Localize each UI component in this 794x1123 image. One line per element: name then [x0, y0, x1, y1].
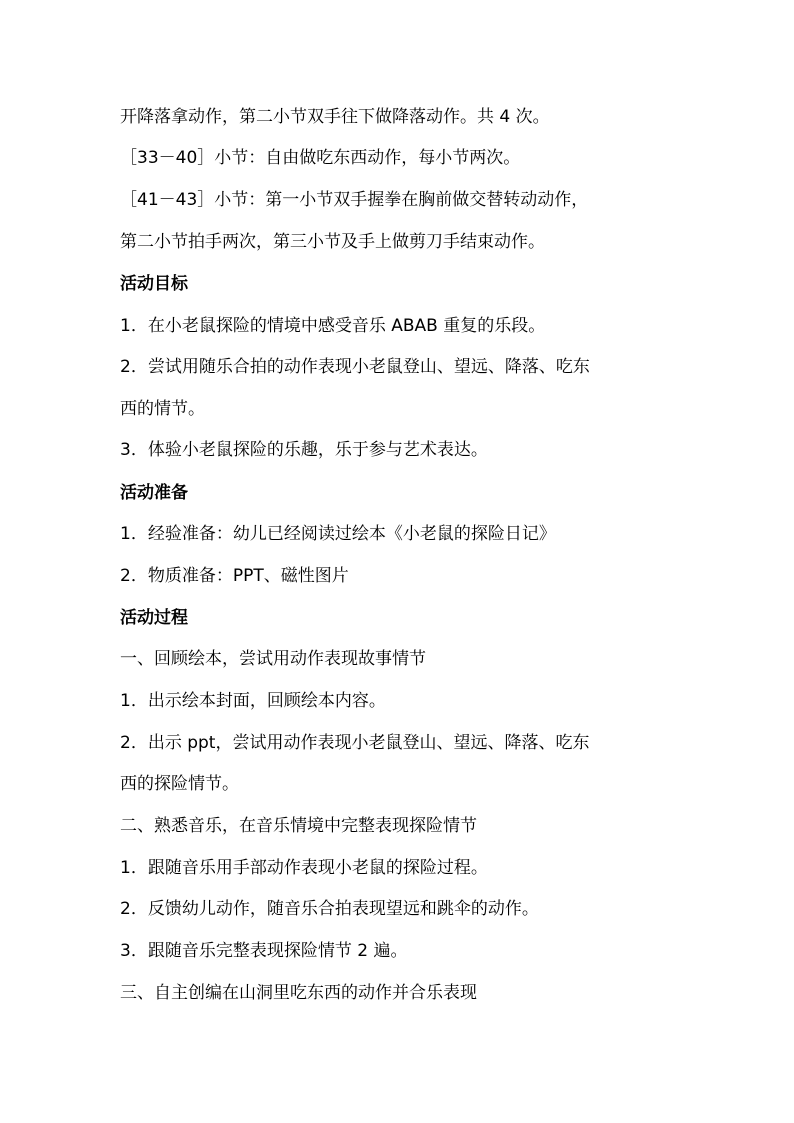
text-line: 二、熟悉音乐，在音乐情境中完整表现探险情节	[120, 816, 477, 836]
text-line: 1．出示绘本封面，回顾绘本内容。	[120, 691, 386, 711]
section-heading: 活动准备	[120, 483, 188, 503]
text-line: 三、自主创编在山洞里吃东西的动作并合乐表现	[120, 983, 477, 1003]
text-line: 一、回顾绘本，尝试用动作表现故事情节	[120, 649, 426, 669]
text-line: 1．跟随音乐用手部动作表现小老鼠的探险过程。	[120, 858, 488, 878]
text-line: 1．经验准备：幼儿已经阅读过绘本《小老鼠的探险日记》	[120, 524, 556, 544]
section-heading: 活动过程	[120, 608, 188, 628]
text-line: ［41－43］小节：第一小节双手握拳在胸前做交替转动动作，	[120, 190, 589, 210]
text-line: 西的探险情节。	[120, 774, 239, 794]
text-line: 1．在小老鼠探险的情境中感受音乐 ABAB 重复的乐段。	[120, 316, 546, 336]
text-line: 2．出示 ppt，尝试用动作表现小老鼠登山、望远、降落、吃东	[120, 733, 590, 753]
text-line: 开降落拿动作，第二小节双手往下做降落动作。共 4 次。	[120, 107, 550, 127]
text-line: 2．尝试用随乐合拍的动作表现小老鼠登山、望远、降落、吃东	[120, 357, 590, 377]
text-line: 2．反馈幼儿动作，随音乐合拍表现望远和跳伞的动作。	[120, 899, 539, 919]
text-line: 2．物质准备：PPT、磁性图片	[120, 566, 349, 586]
text-line: 3．体验小老鼠探险的乐趣，乐于参与艺术表达。	[120, 440, 488, 460]
text-line: 3．跟随音乐完整表现探险情节 2 遍。	[120, 941, 408, 961]
section-heading: 活动目标	[120, 274, 188, 294]
text-line: ［33－40］小节：自由做吃东西动作，每小节两次。	[120, 148, 521, 168]
text-line: 第二小节拍手两次，第三小节及手上做剪刀手结束动作。	[120, 232, 545, 252]
text-line: 西的情节。	[120, 399, 205, 419]
